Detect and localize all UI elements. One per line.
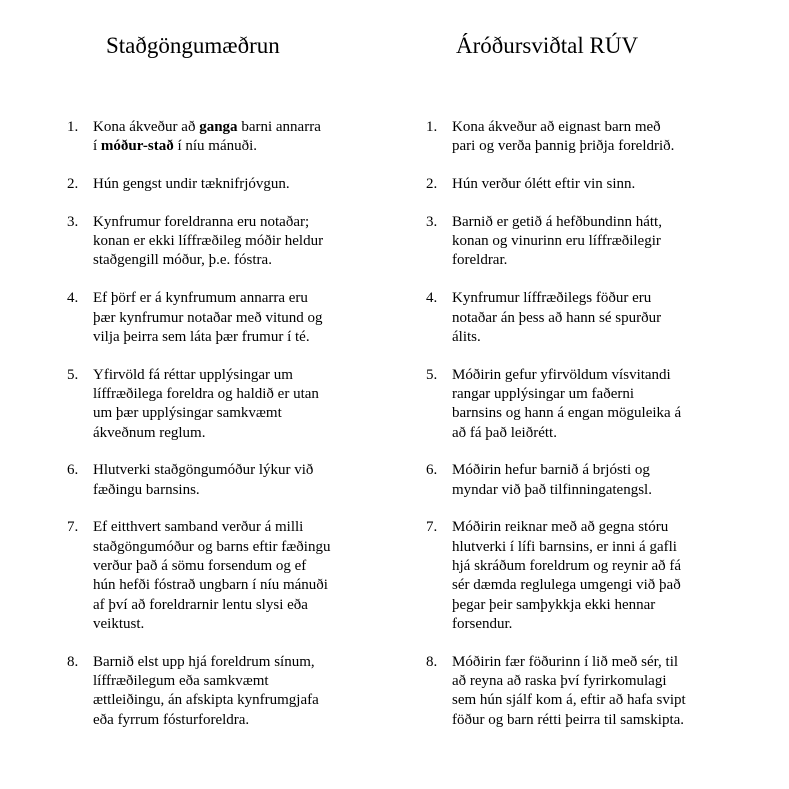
item-number: 8. <box>67 653 79 670</box>
list-item <box>64 289 364 347</box>
left-column-list <box>64 118 364 748</box>
item-text: Hlutverki staðgöngumóður lýkur við fæðingu barnsins. <box>93 462 314 498</box>
list-item <box>423 518 723 634</box>
item-number: 8. <box>426 653 438 670</box>
item-text: Móðirin gefur yfirvöldum vísvitandi rangar upplýsingar um faðerni barnsins og hann á engan möguleika á að fá það leiðrétt. <box>452 366 682 441</box>
item-text: Móðirin hefur barnið á brjósti og myndar við það tilfinningatengsl. <box>452 462 652 498</box>
list-item <box>423 461 723 500</box>
item-number: 1. <box>67 119 79 135</box>
list-item <box>64 366 364 443</box>
item-text: Hún verður ólétt eftir vin sinn. <box>452 176 636 193</box>
item-text: Móðirin fær föðurinn í lið með sér, til að reyna að raska því fyrirkomulagi sem hún sjálf kom á, eftir að hafa svipt föður og barn rétti þeirra til samskipta. <box>452 653 686 728</box>
item-number: 4. <box>426 290 438 307</box>
list-item <box>64 518 364 634</box>
list-item <box>423 118 723 157</box>
item-text: Barnið elst upp hjá foreldrum sínum, líffræðilegum eða samkvæmt ættleiðingu, án afskipta kynfrumgjafa eða fyrrum fósturforeldra. <box>93 653 319 728</box>
bold-word: móður-stað <box>100 138 174 155</box>
item-number: 6. <box>67 462 79 479</box>
item-text: Yfirvöld fá réttar upplýsingar um líffræðilega foreldra og haldið er utan um þær upplýsingar samkvæmt ákveðnum reglum. <box>93 366 319 441</box>
list-item <box>423 175 723 194</box>
item-text: Kona ákveður að ganga barni annarra í móður-stað í níu mánuði. <box>93 119 321 155</box>
item-number: 1. <box>426 119 438 135</box>
item-text: Móðirin reiknar með að gegna stóru hlutverki í lífi barnsins, er inni á gafli hjá skráðum foreldrum og reynir að fá sér dæmda reglulega umgengi við það þegar þeir samþykkja ekki hennar forsendur. <box>452 519 682 632</box>
list-item <box>64 213 364 271</box>
list-item <box>423 653 723 730</box>
list-item <box>64 118 364 157</box>
list-item <box>64 175 364 194</box>
item-number: 6. <box>426 462 438 479</box>
item-number: 7. <box>67 519 79 536</box>
item-text: Ef þörf er á kynfrumum annarra eru þær kynfrumur notaðar með vitund og vilja þeirra sem láta þær frumur í té. <box>93 290 323 345</box>
item-text: Kynfrumur foreldranna eru notaðar; konan er ekki líffræðileg móðir heldur staðgengill móður, þ.e. fóstra. <box>93 213 324 269</box>
item-text: Kona ákveður að eignast barn með pari og verða þannig þriðja foreldrið. <box>452 119 675 155</box>
item-number: 7. <box>426 519 438 536</box>
list-item <box>64 461 364 500</box>
list-item <box>423 289 723 347</box>
list-item <box>64 653 364 730</box>
item-text: Kynfrumur líffræðilegs föður eru notaðar án þess að hann sé spurður álits. <box>452 290 662 345</box>
item-text: Barnið er getið á hefðbundinn hátt, konan og vinurinn eru líffræðilegir foreldrar. <box>452 213 662 269</box>
item-number: 2. <box>67 176 79 193</box>
right-column-title: Áróðursviðtal RÚV <box>456 33 639 58</box>
list-item <box>423 366 723 443</box>
right-column-list <box>423 118 723 748</box>
item-number: 4. <box>67 290 79 307</box>
item-number: 2. <box>426 176 438 193</box>
left-column-title: Staðgöngumæðrun <box>106 33 280 58</box>
item-number: 5. <box>426 366 438 383</box>
item-text: Ef eitthvert samband verður á milli staðgöngumóður og barns eftir fæðingu verður það á sömu forsendum og ef hún hefði fóstrað ungbarn í níu mánuði af því að foreldrarnir lentu slysi eða veiktust. <box>93 519 331 632</box>
item-number: 3. <box>67 213 79 230</box>
bold-word: ganga <box>199 119 238 135</box>
item-number: 3. <box>426 213 438 230</box>
item-text: Hún gengst undir tæknifrjóvgun. <box>93 176 290 193</box>
list-item <box>423 213 723 271</box>
item-number: 5. <box>67 366 79 383</box>
